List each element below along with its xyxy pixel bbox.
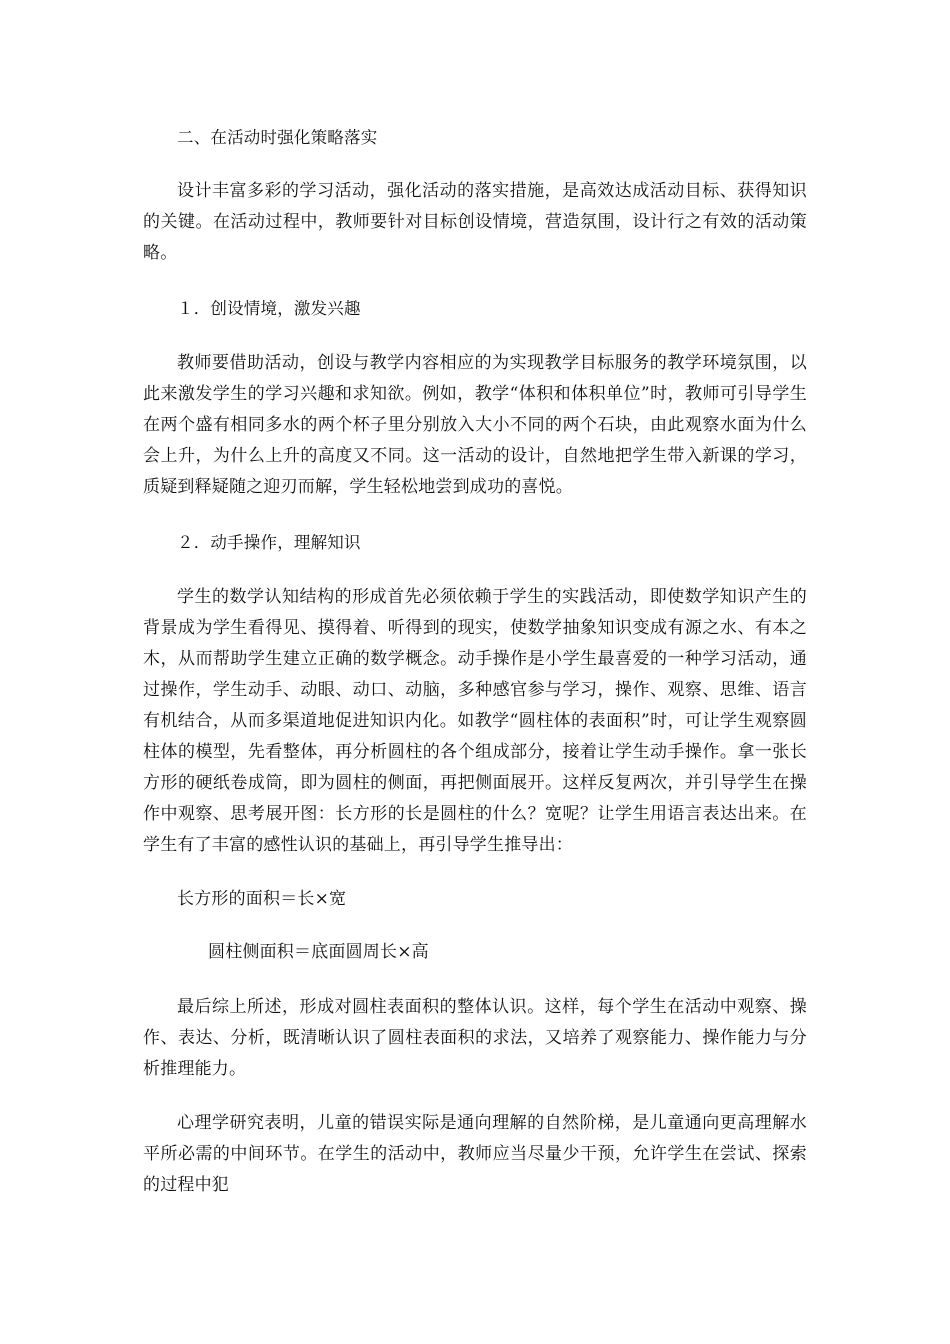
subheading-situation: １．创设情境，激发兴趣 bbox=[177, 299, 361, 318]
paragraph-operation: 学生的数学认知结构的形成首先必须依赖于学生的实践活动，即使数学知识产生的背景成为学生看得见、摸得着、听得到的现实，使数学抽象知识变成有源之水、有本之木，从而帮助学生建立正确的数学概念。动手操作是小学生最喜爱的一种学习活动，通过操作，学生动手、动眼、动口、动脑，多种感官参与学习，操作、观察、思维、语言有机结合，从而多渠道地促进知识内化。如教学“圆柱体的表面积”时，可让学生观察圆柱体的模型，先看整体，再分析圆柱的各个组成部分，接着让学生动手操作。拿一张长方形的硬纸卷成筒，即为圆柱的侧面，再把侧面展开。这样反复两次，并引导学生在操作中观察、思考展开图：长方形的长是圆柱的什么？宽呢？让学生用语言表达出来。在学生有了丰富的感性认识的基础上，再引导学生推导出： bbox=[143, 587, 807, 855]
document-body bbox=[143, 122, 807, 1201]
paragraph-intro: 设计丰富多彩的学习活动，强化活动的落实措施，是高效达成活动目标、获得知识的关键。在活动过程中，教师要针对目标创设情境，营造氛围，设计行之有效的活动策略。 bbox=[143, 181, 807, 263]
subheading-operation: ２．动手操作，理解知识 bbox=[177, 533, 361, 552]
section-heading: 二、在活动时强化策略落实 bbox=[177, 128, 378, 147]
paragraph-situation: 教师要借助活动，创设与教学内容相应的为实现教学目标服务的教学环境氛围，以此来激发学生的学习兴趣和求知欲。例如，教学“体积和体积单位”时，教师可引导学生在两个盛有相同多水的两个杯子里分别放入大小不同的两个石块，由此观察水面为什么会上升，为什么上升的高度又不同。这一活动的设计，自然地把学生带入新课的学习，质疑到释疑随之迎刃而解，学生轻松地尝到成功的喜悦。 bbox=[143, 353, 807, 497]
formula-rectangle-area: 长方形的面积＝长×宽 bbox=[177, 889, 347, 909]
paragraph-summary: 最后综上所述，形成对圆柱表面积的整体认识。这样，每个学生在活动中观察、操作、表达、分析，既清晰认识了圆柱表面积的求法，又培养了观察能力、操作能力与分析推理能力。 bbox=[143, 997, 807, 1079]
paragraph-psychology: 心理学研究表明，儿童的错误实际是通向理解的自然阶梯，是儿童通向更高理解水平所必需的中间环节。在学生的活动中，教师应当尽量少干预，允许学生在尝试、探索的过程中犯 bbox=[143, 1113, 807, 1195]
formula-cylinder-lateral-area: 圆柱侧面积＝底面圆周长×高 bbox=[208, 942, 429, 962]
